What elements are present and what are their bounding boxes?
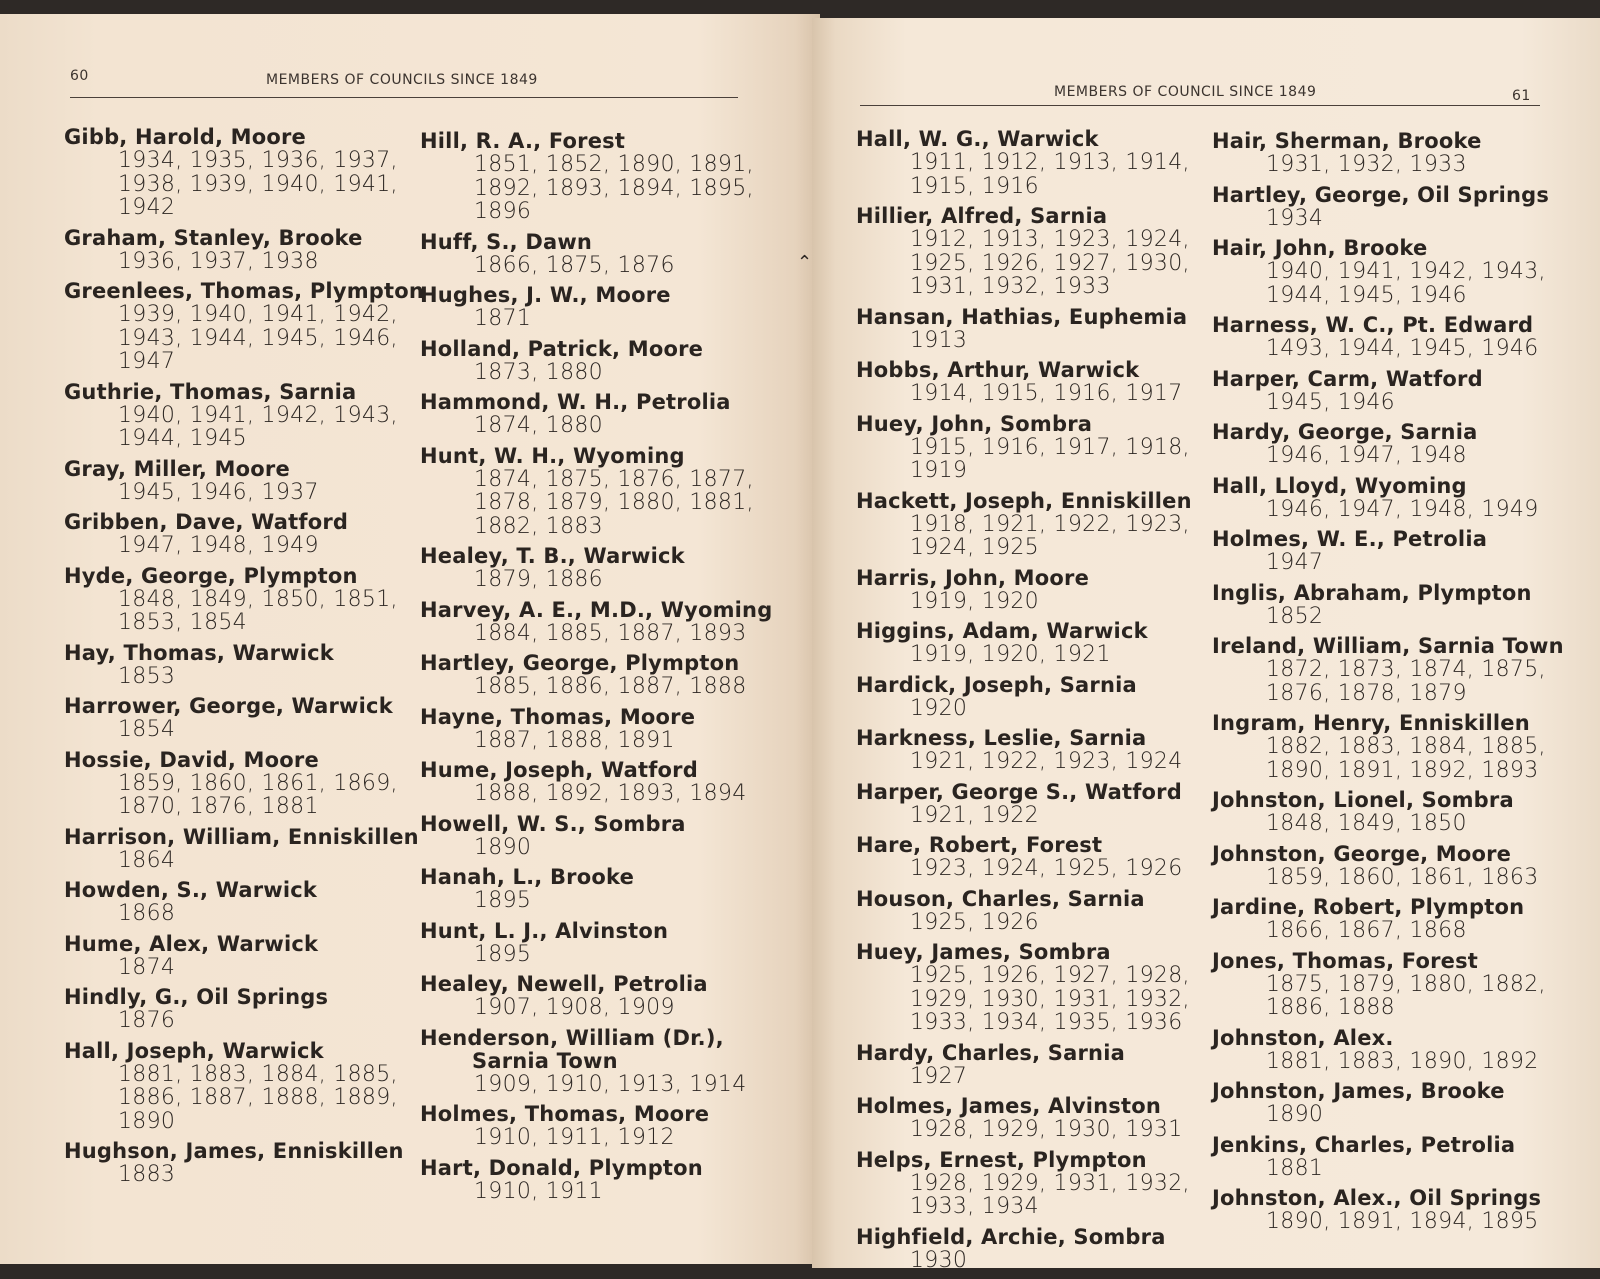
member-name: Hart, Donald, Plympton [420, 1155, 703, 1180]
council-member-entry [64, 879, 424, 926]
council-member-entry [64, 280, 424, 374]
member-years: 1942 [118, 195, 176, 220]
member-years: 1947 [1266, 550, 1324, 575]
member-name: Houson, Charles, Sarnia [856, 886, 1145, 911]
page-number-left: 60 [70, 68, 89, 84]
member-years: 1493, 1944, 1945, 1946 [1266, 336, 1539, 361]
council-member-entry [420, 759, 772, 806]
member-years: 1943, 1944, 1945, 1946, [118, 325, 398, 351]
council-member-entry [856, 1042, 1192, 1089]
member-years: 1947 [118, 349, 176, 374]
member-name: Hall, Lloyd, Wyoming [1212, 473, 1467, 498]
member-name: Hair, Sherman, Brooke [1212, 129, 1482, 153]
header-rule-right [860, 105, 1540, 106]
council-member-entry [64, 695, 424, 742]
member-years: 1944, 1945 [118, 426, 247, 451]
member-name: Hill, R. A., Forest [420, 129, 626, 153]
council-member-entry [420, 284, 772, 331]
member-years: 1947, 1948, 1949 [118, 533, 319, 558]
member-name: Hartley, George, Plympton [420, 651, 740, 675]
member-name: Hossie, David, Moore [64, 747, 319, 772]
member-years: 1890, 1891, 1894, 1895 [1266, 1209, 1539, 1234]
member-years: 1912, 1913, 1923, 1924, [910, 227, 1190, 252]
member-years: 1859, 1860, 1861, 1869, [118, 770, 398, 796]
member-years: 1925, 1926, 1927, 1928, [910, 963, 1190, 988]
member-years: 1919 [910, 458, 968, 483]
member-years: 1936, 1937, 1938 [118, 248, 319, 274]
member-years: 1887, 1888, 1891 [474, 727, 675, 753]
council-member-entry [856, 205, 1192, 299]
council-member-entry [1212, 712, 1564, 782]
council-member-entry [420, 973, 772, 1020]
member-years: 1874 [118, 954, 176, 980]
member-years: 1940, 1941, 1942, 1943, [118, 402, 398, 428]
member-years: 1883 [118, 1162, 176, 1187]
member-name: Huey, John, Sombra [856, 411, 1093, 436]
member-name: Harkness, Leslie, Sarnia [856, 726, 1147, 750]
member-name: Hammond, W. H., Petrolia [420, 390, 731, 414]
member-name: Harvey, A. E., M.D., Wyoming [420, 597, 773, 622]
member-years: 1864 [118, 847, 176, 873]
council-member-entry [1212, 368, 1564, 415]
council-member-entry [1212, 843, 1564, 890]
member-years: 1890 [118, 1108, 176, 1134]
council-member-entry [1212, 789, 1564, 836]
member-name: Hyde, George, Plympton [64, 563, 358, 588]
council-member-entry [1212, 1134, 1564, 1181]
member-years: 1930 [910, 1247, 968, 1273]
member-years: 1873, 1880 [474, 359, 603, 385]
member-name: Hughes, J. W., Moore [420, 283, 671, 307]
council-member-entry [420, 920, 772, 967]
member-years: 1853 [118, 663, 176, 689]
council-member-entry [1212, 1187, 1564, 1234]
member-years: 1934 [1266, 205, 1324, 231]
council-member-entry [1212, 896, 1564, 943]
member-years: 1888, 1892, 1893, 1894 [474, 781, 747, 806]
member-name: Jenkins, Charles, Petrolia [1212, 1132, 1516, 1157]
member-name: Harper, Carm, Watford [1212, 366, 1483, 391]
running-title-left: MEMBERS OF COUNCILS SINCE 1849 [266, 72, 538, 88]
council-member-entry [856, 306, 1192, 353]
council-member-entry [856, 620, 1192, 667]
member-name: Huey, James, Sombra [856, 940, 1111, 964]
member-years: 1876 [118, 1008, 176, 1033]
council-member-entry [1212, 635, 1564, 705]
council-member-entry [856, 1095, 1192, 1142]
member-name: Howell, W. S., Sombra [420, 811, 686, 836]
member-name: Johnston, Alex., Oil Springs [1212, 1186, 1542, 1210]
member-years: 1925, 1926, 1927, 1930, [910, 250, 1190, 276]
left-column-a [64, 126, 424, 1187]
member-years: 1895 [474, 941, 532, 967]
left-column-b [420, 130, 772, 1203]
right-column-b [1212, 130, 1564, 1234]
member-name: Huff, S., Dawn [420, 229, 593, 254]
member-name: Johnston, George, Moore [1212, 841, 1512, 866]
member-years: 1925, 1926 [910, 909, 1039, 935]
council-member-entry [64, 749, 424, 819]
member-name: Gray, Miller, Moore [64, 456, 290, 481]
member-years: 1919, 1920 [910, 588, 1039, 614]
member-name: Jardine, Robert, Plympton [1212, 895, 1525, 919]
member-years: 1868 [118, 901, 176, 926]
council-member-entry [856, 727, 1192, 774]
council-member-entry [420, 1027, 772, 1097]
member-name: Hume, Alex, Warwick [64, 931, 319, 956]
member-years: 1882, 1883, 1884, 1885, [1266, 734, 1546, 759]
member-name: Greenlees, Thomas, Plympton [64, 279, 425, 303]
member-name: Helps, Ernest, Plympton [856, 1147, 1147, 1172]
council-member-entry [420, 1157, 772, 1204]
member-years: 1874, 1880 [474, 413, 603, 438]
member-years: 1890 [474, 834, 532, 860]
member-years: 1886, 1887, 1888, 1889, [118, 1085, 398, 1110]
member-name: Highfield, Archie, Sombra [856, 1224, 1166, 1249]
member-name: Harper, George S., Watford [856, 779, 1182, 804]
page-number-right: 61 [1512, 88, 1531, 104]
council-member-entry [64, 381, 424, 451]
member-years: 1911, 1912, 1913, 1914, [910, 150, 1190, 175]
member-years: 1945, 1946, 1937 [118, 479, 319, 505]
member-years: 1848, 1849, 1850 [1266, 811, 1467, 836]
member-years: 1872, 1873, 1874, 1875, [1266, 657, 1546, 682]
council-member-entry [420, 130, 772, 224]
council-member-entry [64, 458, 424, 505]
member-years: 1945, 1946 [1266, 389, 1395, 415]
member-name: Johnston, Lionel, Sombra [1212, 788, 1514, 812]
member-name: Howden, S., Warwick [64, 878, 318, 902]
council-member-entry [64, 642, 424, 689]
member-years: 1909, 1910, 1913, 1914 [474, 1071, 747, 1097]
council-member-entry [64, 933, 424, 980]
council-member-entry [64, 986, 424, 1033]
council-member-entry [1212, 475, 1564, 522]
council-member-entry [64, 227, 424, 274]
member-years: 1946, 1947, 1948, 1949 [1266, 496, 1539, 522]
council-member-entry [64, 1140, 424, 1187]
member-years: 1870, 1876, 1881 [118, 794, 319, 819]
member-years: 1929, 1930, 1931, 1932, [910, 986, 1190, 1012]
member-years: 1866, 1875, 1876 [474, 252, 675, 278]
member-years: 1939, 1940, 1941, 1942, [118, 302, 398, 327]
running-title-right: MEMBERS OF COUNCIL SINCE 1849 [1054, 84, 1317, 100]
member-years: 1940, 1941, 1942, 1943, [1266, 259, 1546, 284]
member-years: 1923, 1924, 1925, 1926 [910, 856, 1183, 881]
council-member-entry [420, 813, 772, 860]
member-years: 1924, 1925 [910, 535, 1039, 560]
member-years: 1881, 1883, 1890, 1892 [1266, 1048, 1539, 1074]
member-name: Inglis, Abraham, Plympton [1212, 580, 1532, 605]
council-member-entry [1212, 582, 1564, 629]
member-years: 1915, 1916, 1917, 1918, [910, 434, 1190, 460]
member-name: Hall, Joseph, Warwick [64, 1038, 324, 1063]
council-member-entry [856, 834, 1192, 881]
member-years: 1878, 1879, 1880, 1881, [474, 490, 754, 515]
member-name: Hardick, Joseph, Sarnia [856, 672, 1137, 697]
member-name: Harrison, William, Enniskillen [64, 824, 419, 849]
member-name: Hartley, George, Oil Springs [1212, 182, 1550, 207]
member-years: 1853, 1854 [118, 610, 247, 635]
member-name: Hay, Thomas, Warwick [64, 640, 334, 665]
member-years: 1848, 1849, 1850, 1851, [118, 586, 398, 612]
member-years: 1879, 1886 [474, 567, 603, 592]
member-name: Gibb, Harold, Moore [64, 125, 306, 149]
member-name: Healey, T. B., Warwick [420, 544, 685, 568]
member-name: Hall, W. G., Warwick [856, 127, 1099, 151]
member-name: Hobbs, Arthur, Warwick [856, 358, 1140, 382]
council-member-entry [1212, 130, 1564, 177]
member-name: Hillier, Alfred, Sarnia [856, 204, 1108, 228]
member-years: 1931, 1932, 1933 [1266, 152, 1467, 177]
council-member-entry [64, 565, 424, 635]
council-member-entry [1212, 184, 1564, 231]
left-page [0, 14, 820, 1264]
member-name: Gribben, Dave, Watford [64, 510, 349, 534]
member-years: 1921, 1922, 1923, 1924 [910, 749, 1183, 774]
council-member-entry [856, 490, 1192, 560]
member-years: 1921, 1922 [910, 802, 1039, 828]
member-years: 1914, 1915, 1916, 1917 [910, 381, 1183, 406]
member-years: 1918, 1921, 1922, 1923, [910, 511, 1190, 537]
council-member-entry [420, 599, 772, 646]
council-member-entry [64, 511, 424, 558]
member-years: 1946, 1947, 1948 [1266, 443, 1467, 468]
member-name: Hair, John, Brooke [1212, 236, 1428, 260]
member-years: 1928, 1929, 1930, 1931 [910, 1117, 1183, 1142]
member-years: 1920 [910, 695, 968, 721]
member-name: Holmes, W. E., Petrolia [1212, 527, 1488, 551]
council-member-entry [420, 231, 772, 278]
member-name: Henderson, William (Dr.), [420, 1025, 724, 1050]
member-name: Harrower, George, Warwick [64, 694, 393, 718]
member-name: Ireland, William, Sarnia Town [1212, 634, 1564, 658]
member-years: 1890 [1266, 1102, 1324, 1127]
spine-mark: ⌃ [797, 252, 813, 273]
member-years: 1896 [474, 199, 532, 224]
member-years: 1885, 1886, 1887, 1888 [474, 674, 747, 699]
member-years: 1927 [910, 1063, 968, 1089]
council-member-entry [420, 1103, 772, 1150]
council-member-entry [64, 826, 424, 873]
council-member-entry [420, 338, 772, 385]
member-name: Higgins, Adam, Warwick [856, 619, 1148, 643]
member-years: 1851, 1852, 1890, 1891, [474, 152, 754, 177]
council-member-entry [856, 888, 1192, 935]
member-years: 1876, 1878, 1879 [1266, 680, 1467, 706]
council-member-entry [1212, 314, 1564, 361]
member-name: Hansan, Hathias, Euphemia [856, 304, 1188, 329]
council-member-entry [856, 567, 1192, 614]
member-years: 1910, 1911, 1912 [474, 1125, 675, 1150]
member-years: 1854 [118, 717, 176, 742]
member-name: Hunt, W. H., Wyoming [420, 443, 685, 468]
member-name: Holmes, Thomas, Moore [420, 1102, 710, 1126]
member-years: 1882, 1883 [474, 513, 603, 539]
member-name: Hayne, Thomas, Moore [420, 704, 696, 729]
council-member-entry [856, 781, 1192, 828]
member-years: 1895 [474, 888, 532, 913]
member-years: 1881 [1266, 1155, 1324, 1181]
member-name: Hume, Joseph, Watford [420, 758, 698, 782]
member-name: Guthrie, Thomas, Sarnia [64, 379, 357, 404]
member-years: 1915, 1916 [910, 173, 1039, 199]
member-name: Hanah, L., Brooke [420, 865, 635, 889]
member-name: Holmes, James, Alvinston [856, 1094, 1162, 1118]
member-name: Healey, Newell, Petrolia [420, 972, 708, 996]
member-years: 1892, 1893, 1894, 1895, [474, 175, 754, 201]
council-member-entry [64, 1040, 424, 1134]
council-member-entry [856, 1226, 1192, 1273]
member-years: 1866, 1867, 1868 [1266, 918, 1467, 943]
right-column-a [856, 128, 1192, 1272]
member-years: 1944, 1945, 1946 [1266, 282, 1467, 308]
council-member-entry [1212, 237, 1564, 307]
council-member-entry [420, 391, 772, 438]
council-member-entry [1212, 950, 1564, 1020]
council-member-entry [856, 128, 1192, 198]
member-years: 1933, 1934, 1935, 1936 [910, 1010, 1183, 1035]
member-years: 1931, 1932, 1933 [910, 274, 1111, 299]
member-years: 1881, 1883, 1884, 1885, [118, 1061, 398, 1087]
council-member-entry [64, 126, 424, 220]
member-name: Hardy, Charles, Sarnia [856, 1040, 1125, 1065]
member-years: 1871 [474, 306, 532, 331]
member-years: 1852 [1266, 603, 1324, 629]
header-rule-left [70, 97, 738, 98]
member-name: Hackett, Joseph, Enniskillen [856, 488, 1192, 513]
member-years: 1884, 1885, 1887, 1893 [474, 620, 747, 646]
council-member-entry [1212, 421, 1564, 468]
member-name: Harris, John, Moore [856, 565, 1090, 590]
member-name: Hindly, G., Oil Springs [64, 985, 329, 1009]
council-member-entry [420, 706, 772, 753]
member-name: Johnston, Alex. [1212, 1025, 1394, 1050]
council-member-entry [420, 652, 772, 699]
member-name: Holland, Patrick, Moore [420, 336, 704, 361]
member-years: 1928, 1929, 1931, 1932, [910, 1170, 1190, 1196]
council-member-entry [420, 445, 772, 539]
member-years: 1919, 1920, 1921 [910, 642, 1111, 667]
council-member-entry [856, 941, 1192, 1035]
member-name: Graham, Stanley, Brooke [64, 225, 363, 250]
member-name: Jones, Thomas, Forest [1212, 948, 1479, 973]
member-name: Ingram, Henry, Enniskillen [1212, 711, 1530, 735]
right-page [812, 18, 1600, 1273]
member-years: 1907, 1908, 1909 [474, 995, 675, 1020]
council-member-entry [1212, 528, 1564, 575]
member-years: 1890, 1891, 1892, 1893 [1266, 757, 1539, 783]
council-member-entry [1212, 1027, 1564, 1074]
member-name: Hare, Robert, Forest [856, 833, 1103, 857]
council-member-entry [856, 674, 1192, 721]
member-name: Harness, W. C., Pt. Edward [1212, 313, 1534, 337]
member-name: Hunt, L. J., Alvinston [420, 918, 669, 943]
member-name-continued: Sarnia Town [472, 1048, 618, 1073]
council-member-entry [1212, 1080, 1564, 1127]
member-years: 1910, 1911 [474, 1178, 603, 1204]
council-member-entry [856, 359, 1192, 406]
council-member-entry [420, 545, 772, 592]
council-member-entry [856, 413, 1192, 483]
member-years: 1886, 1888 [1266, 995, 1395, 1020]
council-member-entry [856, 1149, 1192, 1219]
member-years: 1875, 1879, 1880, 1882, [1266, 971, 1546, 997]
member-name: Johnston, James, Brooke [1212, 1079, 1505, 1103]
member-years: 1859, 1860, 1861, 1863 [1266, 864, 1539, 890]
member-name: Hardy, George, Sarnia [1212, 420, 1478, 444]
member-name: Hughson, James, Enniskillen [64, 1139, 404, 1163]
member-years: 1874, 1875, 1876, 1877, [474, 466, 754, 492]
member-years: 1913 [910, 327, 968, 353]
council-member-entry [420, 866, 772, 913]
member-years: 1934, 1935, 1936, 1937, [118, 148, 398, 173]
member-years: 1933, 1934 [910, 1194, 1039, 1219]
member-years: 1938, 1939, 1940, 1941, [118, 171, 398, 197]
